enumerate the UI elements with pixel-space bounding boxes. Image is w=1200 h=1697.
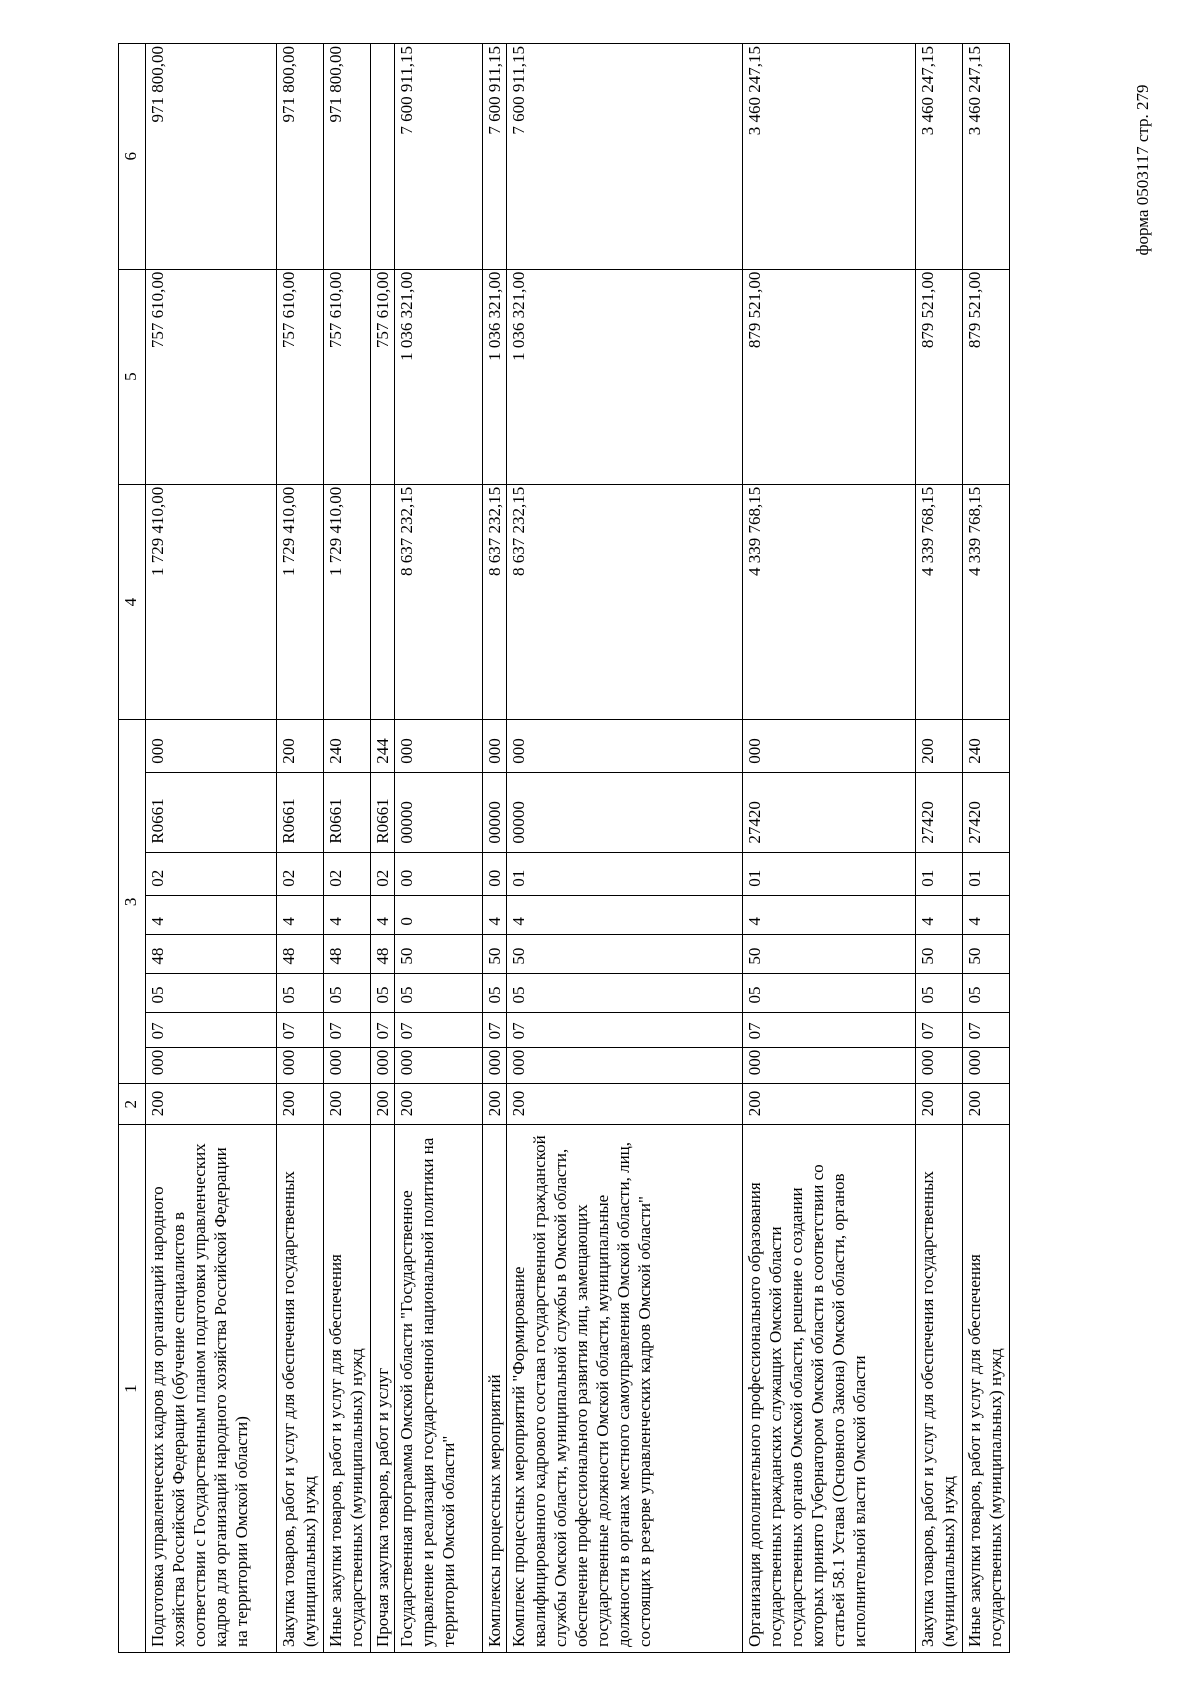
amount-col6-cell bbox=[371, 44, 395, 270]
budget-code-segment: 244 bbox=[371, 720, 395, 772]
amount-col6-cell: 971 800,00 bbox=[277, 44, 324, 270]
table-row bbox=[963, 44, 1010, 1653]
amount-col6-cell: 971 800,00 bbox=[146, 44, 277, 270]
budget-code-segment: 000 bbox=[483, 720, 507, 772]
budget-code-segment: 4 bbox=[507, 895, 743, 934]
budget-code-segment: 00000 bbox=[507, 772, 743, 852]
amount-col5-cell: 879 521,00 bbox=[916, 269, 963, 484]
row-name-cell: Иные закупки товаров, работ и услуг для обеспечения государственных (муниципальных) нужд bbox=[963, 1125, 1010, 1653]
budget-code-segment: 000 bbox=[277, 1048, 324, 1084]
column-header: 2 bbox=[119, 1084, 146, 1125]
budget-code-segment: R0661 bbox=[371, 772, 395, 852]
budget-code-segment: R0661 bbox=[146, 772, 277, 852]
line-code-cell: 200 bbox=[743, 1084, 916, 1125]
budget-code-segment: R0661 bbox=[324, 772, 371, 852]
line-code-cell: 200 bbox=[395, 1084, 483, 1125]
budget-code-segment: 27420 bbox=[743, 772, 916, 852]
budget-code-segment: 000 bbox=[483, 1048, 507, 1084]
column-header: 4 bbox=[119, 484, 146, 720]
budget-code-segment: 50 bbox=[483, 934, 507, 973]
budget-code-segment: 05 bbox=[371, 973, 395, 1012]
budget-code-segment: 07 bbox=[507, 1012, 743, 1048]
row-name-cell: Прочая закупка товаров, работ и услуг bbox=[371, 1125, 395, 1653]
budget-code-segment: 05 bbox=[277, 973, 324, 1012]
row-name-cell: Иные закупки товаров, работ и услуг для обеспечения государственных (муниципальных) нужд bbox=[324, 1125, 371, 1653]
amount-col4-cell: 1 729 410,00 bbox=[277, 484, 324, 720]
budget-code-segment: 48 bbox=[277, 934, 324, 973]
budget-code-segment: 000 bbox=[743, 1048, 916, 1084]
budget-code-segment: 05 bbox=[324, 973, 371, 1012]
line-code-cell: 200 bbox=[146, 1084, 277, 1125]
budget-code-segment: 200 bbox=[277, 720, 324, 772]
amount-col4-cell: 1 729 410,00 bbox=[146, 484, 277, 720]
budget-code-segment: 000 bbox=[324, 1048, 371, 1084]
row-name-cell: Комплекс процессных мероприятий "Формирование квалифицированного кадрового состава государственной гражданской службы Омской области, муниципальной службы в Омской области, обеспечение профессионального развития лиц, замещающих государственные должности Омской области, муниципальные должности в органах местного самоуправления Омской области, лиц, состоящих в резерве управленческих кадров Омской области" bbox=[507, 1125, 743, 1653]
budget-code-segment: 50 bbox=[395, 934, 483, 973]
budget-code-segment: 000 bbox=[146, 720, 277, 772]
column-header: 1 bbox=[119, 1125, 146, 1653]
rotated-table-wrapper bbox=[118, 43, 1093, 1653]
column-header: 6 bbox=[119, 44, 146, 270]
row-name-cell: Закупка товаров, работ и услуг для обеспечения государственных (муниципальных) нужд bbox=[916, 1125, 963, 1653]
amount-col5-cell: 1 036 321,00 bbox=[507, 269, 743, 484]
table-row bbox=[916, 44, 963, 1653]
line-code-cell: 200 bbox=[483, 1084, 507, 1125]
line-code-cell: 200 bbox=[507, 1084, 743, 1125]
budget-code-segment: 05 bbox=[916, 973, 963, 1012]
budget-code-segment: 000 bbox=[963, 1048, 1010, 1084]
line-code-cell: 200 bbox=[324, 1084, 371, 1125]
budget-code-segment: 4 bbox=[277, 895, 324, 934]
budget-code-segment: 01 bbox=[963, 852, 1010, 895]
column-header: 5 bbox=[119, 269, 146, 484]
budget-code-segment: 000 bbox=[371, 1048, 395, 1084]
budget-code-segment: 00 bbox=[395, 852, 483, 895]
table-row bbox=[324, 44, 371, 1653]
budget-code-segment: R0661 bbox=[277, 772, 324, 852]
row-name-cell: Закупка товаров, работ и услуг для обеспечения государственных (муниципальных) нужд bbox=[277, 1125, 324, 1653]
budget-code-segment: 4 bbox=[146, 895, 277, 934]
amount-col4-cell: 4 339 768,15 bbox=[916, 484, 963, 720]
budget-code-segment: 000 bbox=[395, 720, 483, 772]
amount-col5-cell: 757 610,00 bbox=[277, 269, 324, 484]
budget-code-segment: 07 bbox=[963, 1012, 1010, 1048]
budget-code-segment: 02 bbox=[371, 852, 395, 895]
budget-code-segment: 07 bbox=[743, 1012, 916, 1048]
table-row bbox=[483, 44, 507, 1653]
budget-code-segment: 07 bbox=[395, 1012, 483, 1048]
row-name-cell: Государственная программа Омской области "Государственное управление и реализация государственной национальной политики на территории Омской области" bbox=[395, 1125, 483, 1653]
budget-code-segment: 50 bbox=[507, 934, 743, 973]
table-row bbox=[277, 44, 324, 1653]
column-number-row bbox=[119, 44, 146, 1653]
amount-col4-cell: 8 637 232,15 bbox=[395, 484, 483, 720]
amount-col5-cell: 879 521,00 bbox=[963, 269, 1010, 484]
budget-code-segment: 27420 bbox=[963, 772, 1010, 852]
amount-col5-cell: 879 521,00 bbox=[743, 269, 916, 484]
amount-col6-cell: 3 460 247,15 bbox=[916, 44, 963, 270]
budget-code-segment: 50 bbox=[743, 934, 916, 973]
budget-table bbox=[118, 43, 1010, 1653]
budget-code-segment: 07 bbox=[277, 1012, 324, 1048]
amount-col4-cell bbox=[371, 484, 395, 720]
amount-col5-cell: 757 610,00 bbox=[324, 269, 371, 484]
budget-code-segment: 4 bbox=[916, 895, 963, 934]
budget-code-segment: 240 bbox=[324, 720, 371, 772]
budget-code-segment: 07 bbox=[371, 1012, 395, 1048]
amount-col5-cell: 1 036 321,00 bbox=[483, 269, 507, 484]
budget-code-segment: 50 bbox=[963, 934, 1010, 973]
budget-code-segment: 000 bbox=[395, 1048, 483, 1084]
line-code-cell: 200 bbox=[916, 1084, 963, 1125]
budget-code-segment: 4 bbox=[483, 895, 507, 934]
amount-col5-cell: 757 610,00 bbox=[371, 269, 395, 484]
amount-col4-cell: 4 339 768,15 bbox=[963, 484, 1010, 720]
budget-code-segment: 02 bbox=[277, 852, 324, 895]
row-name-cell: Комплексы процессных мероприятий bbox=[483, 1125, 507, 1653]
budget-code-segment: 00 bbox=[483, 852, 507, 895]
budget-code-segment: 07 bbox=[483, 1012, 507, 1048]
amount-col6-cell: 7 600 911,15 bbox=[483, 44, 507, 270]
budget-code-segment: 05 bbox=[963, 973, 1010, 1012]
line-code-cell: 200 bbox=[277, 1084, 324, 1125]
budget-code-segment: 000 bbox=[146, 1048, 277, 1084]
line-code-cell: 200 bbox=[963, 1084, 1010, 1125]
amount-col6-cell: 971 800,00 bbox=[324, 44, 371, 270]
budget-code-segment: 01 bbox=[743, 852, 916, 895]
table-row bbox=[743, 44, 916, 1653]
row-name-cell: Подготовка управленческих кадров для организаций народного хозяйства Российской Федерации (обучение специалистов в соответствии с Государственным планом подготовки управленческих кадров для организаций народного хозяйства Российской Федерации на территории Омской области) bbox=[146, 1125, 277, 1653]
budget-code-segment: 000 bbox=[507, 720, 743, 772]
budget-code-segment: 01 bbox=[916, 852, 963, 895]
budget-code-segment: 48 bbox=[371, 934, 395, 973]
amount-col4-cell: 1 729 410,00 bbox=[324, 484, 371, 720]
budget-code-segment: 48 bbox=[146, 934, 277, 973]
amount-col6-cell: 3 460 247,15 bbox=[963, 44, 1010, 270]
budget-code-segment: 000 bbox=[743, 720, 916, 772]
amount-col6-cell: 3 460 247,15 bbox=[743, 44, 916, 270]
budget-code-segment: 05 bbox=[395, 973, 483, 1012]
budget-code-segment: 00000 bbox=[395, 772, 483, 852]
budget-code-segment: 0 bbox=[395, 895, 483, 934]
budget-code-segment: 02 bbox=[324, 852, 371, 895]
budget-code-segment: 000 bbox=[916, 1048, 963, 1084]
amount-col6-cell: 7 600 911,15 bbox=[395, 44, 483, 270]
budget-code-segment: 05 bbox=[507, 973, 743, 1012]
form-reference: форма 0503117 стр. 279 bbox=[1133, 84, 1152, 256]
table-row bbox=[395, 44, 483, 1653]
budget-code-segment: 05 bbox=[146, 973, 277, 1012]
budget-code-segment: 4 bbox=[963, 895, 1010, 934]
amount-col5-cell: 757 610,00 bbox=[146, 269, 277, 484]
budget-code-segment: 240 bbox=[963, 720, 1010, 772]
amount-col4-cell: 8 637 232,15 bbox=[483, 484, 507, 720]
table-row bbox=[146, 44, 277, 1653]
budget-code-segment: 4 bbox=[324, 895, 371, 934]
amount-col4-cell: 8 637 232,15 bbox=[507, 484, 743, 720]
table-row bbox=[507, 44, 743, 1653]
row-name-cell: Организация дополнительного профессионального образования государственных гражданских служащих Омской области государственных органов Омской области, решение о создании которых принято Губернатором Омской области в соответствии со статьей 58.1 Устава (Основного Закона) Омской области, органов исполнительной власти Омской области bbox=[743, 1125, 916, 1653]
budget-code-segment: 4 bbox=[371, 895, 395, 934]
budget-code-segment: 27420 bbox=[916, 772, 963, 852]
budget-code-segment: 50 bbox=[916, 934, 963, 973]
budget-code-segment: 000 bbox=[507, 1048, 743, 1084]
budget-code-segment: 48 bbox=[324, 934, 371, 973]
amount-col5-cell: 1 036 321,00 bbox=[395, 269, 483, 484]
budget-code-segment: 4 bbox=[743, 895, 916, 934]
column-header: 3 bbox=[119, 720, 146, 1084]
line-code-cell: 200 bbox=[371, 1084, 395, 1125]
budget-code-segment: 01 bbox=[507, 852, 743, 895]
budget-code-segment: 05 bbox=[743, 973, 916, 1012]
budget-code-segment: 00000 bbox=[483, 772, 507, 852]
budget-code-segment: 02 bbox=[146, 852, 277, 895]
budget-code-segment: 200 bbox=[916, 720, 963, 772]
budget-code-segment: 07 bbox=[146, 1012, 277, 1048]
budget-code-segment: 07 bbox=[916, 1012, 963, 1048]
amount-col6-cell: 7 600 911,15 bbox=[507, 44, 743, 270]
budget-code-segment: 05 bbox=[483, 973, 507, 1012]
table-row bbox=[371, 44, 395, 1653]
amount-col4-cell: 4 339 768,15 bbox=[743, 484, 916, 720]
budget-code-segment: 07 bbox=[324, 1012, 371, 1048]
